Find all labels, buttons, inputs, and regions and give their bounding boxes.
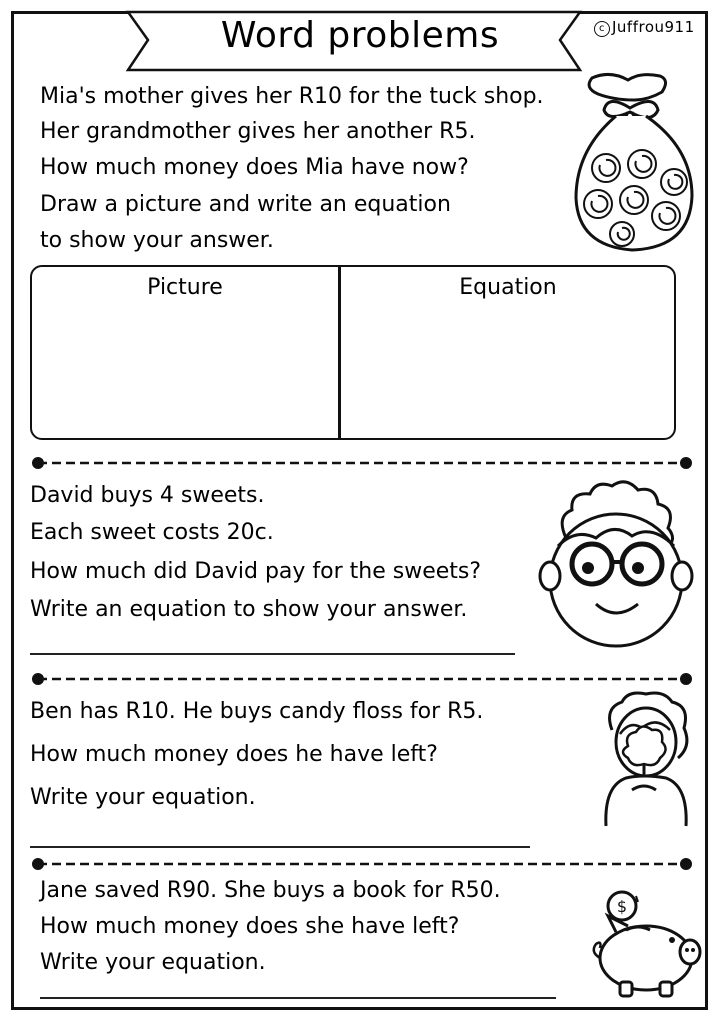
- answer-line-4: [40, 997, 556, 999]
- copyright-icon: c: [594, 21, 610, 37]
- boy-eating-candy-floss-icon: [598, 690, 694, 830]
- problem-4-line-1: Jane saved R90. She buys a book for R50.: [40, 878, 501, 903]
- problem-4-line-2: How much money does she have left?: [40, 914, 460, 939]
- problem-3-line-3: Write your equation.: [30, 785, 256, 810]
- equation-column-header: Equation: [459, 275, 557, 300]
- copyright-text: Juffrou911: [612, 18, 695, 36]
- problem-2-line-1: David buys 4 sweets.: [30, 483, 265, 508]
- problem-3-line-1: Ben has R10. He buys candy floss for R5.: [30, 699, 484, 724]
- problem-1-line-1: Mia's mother gives her R10 for the tuck shop.: [40, 84, 544, 109]
- picture-column-header: Picture: [147, 275, 223, 300]
- answer-line-3: [30, 846, 530, 848]
- svg-text:$: $: [616, 897, 628, 916]
- problem-2-line-4: Write an equation to show your answer.: [30, 597, 468, 622]
- problem-1-line-3: How much money does Mia have now?: [40, 155, 469, 180]
- problem-1-line-4: Draw a picture and write an equation: [40, 192, 451, 217]
- problem-3-line-2: How much money does he have left?: [30, 742, 438, 767]
- copyright-label: [594, 18, 695, 37]
- section-separator: [32, 672, 692, 686]
- section-separator: [32, 456, 692, 470]
- answer-line-2: [30, 653, 515, 655]
- problem-4-line-3: Write your equation.: [40, 950, 266, 975]
- picture-equation-table: [30, 265, 676, 440]
- boy-with-glasses-icon: [536, 476, 696, 656]
- piggy-bank-icon: [586, 882, 706, 1002]
- money-bag-icon: [570, 70, 700, 260]
- problem-2-line-3: How much did David pay for the sweets?: [30, 559, 482, 584]
- problem-1-line-2: Her grandmother gives her another R5.: [40, 119, 476, 144]
- problem-2-line-2: Each sweet costs 20c.: [30, 520, 274, 545]
- section-separator: [32, 857, 692, 871]
- problem-1-line-5: to show your answer.: [40, 228, 274, 253]
- page-title: Word problems: [220, 15, 500, 56]
